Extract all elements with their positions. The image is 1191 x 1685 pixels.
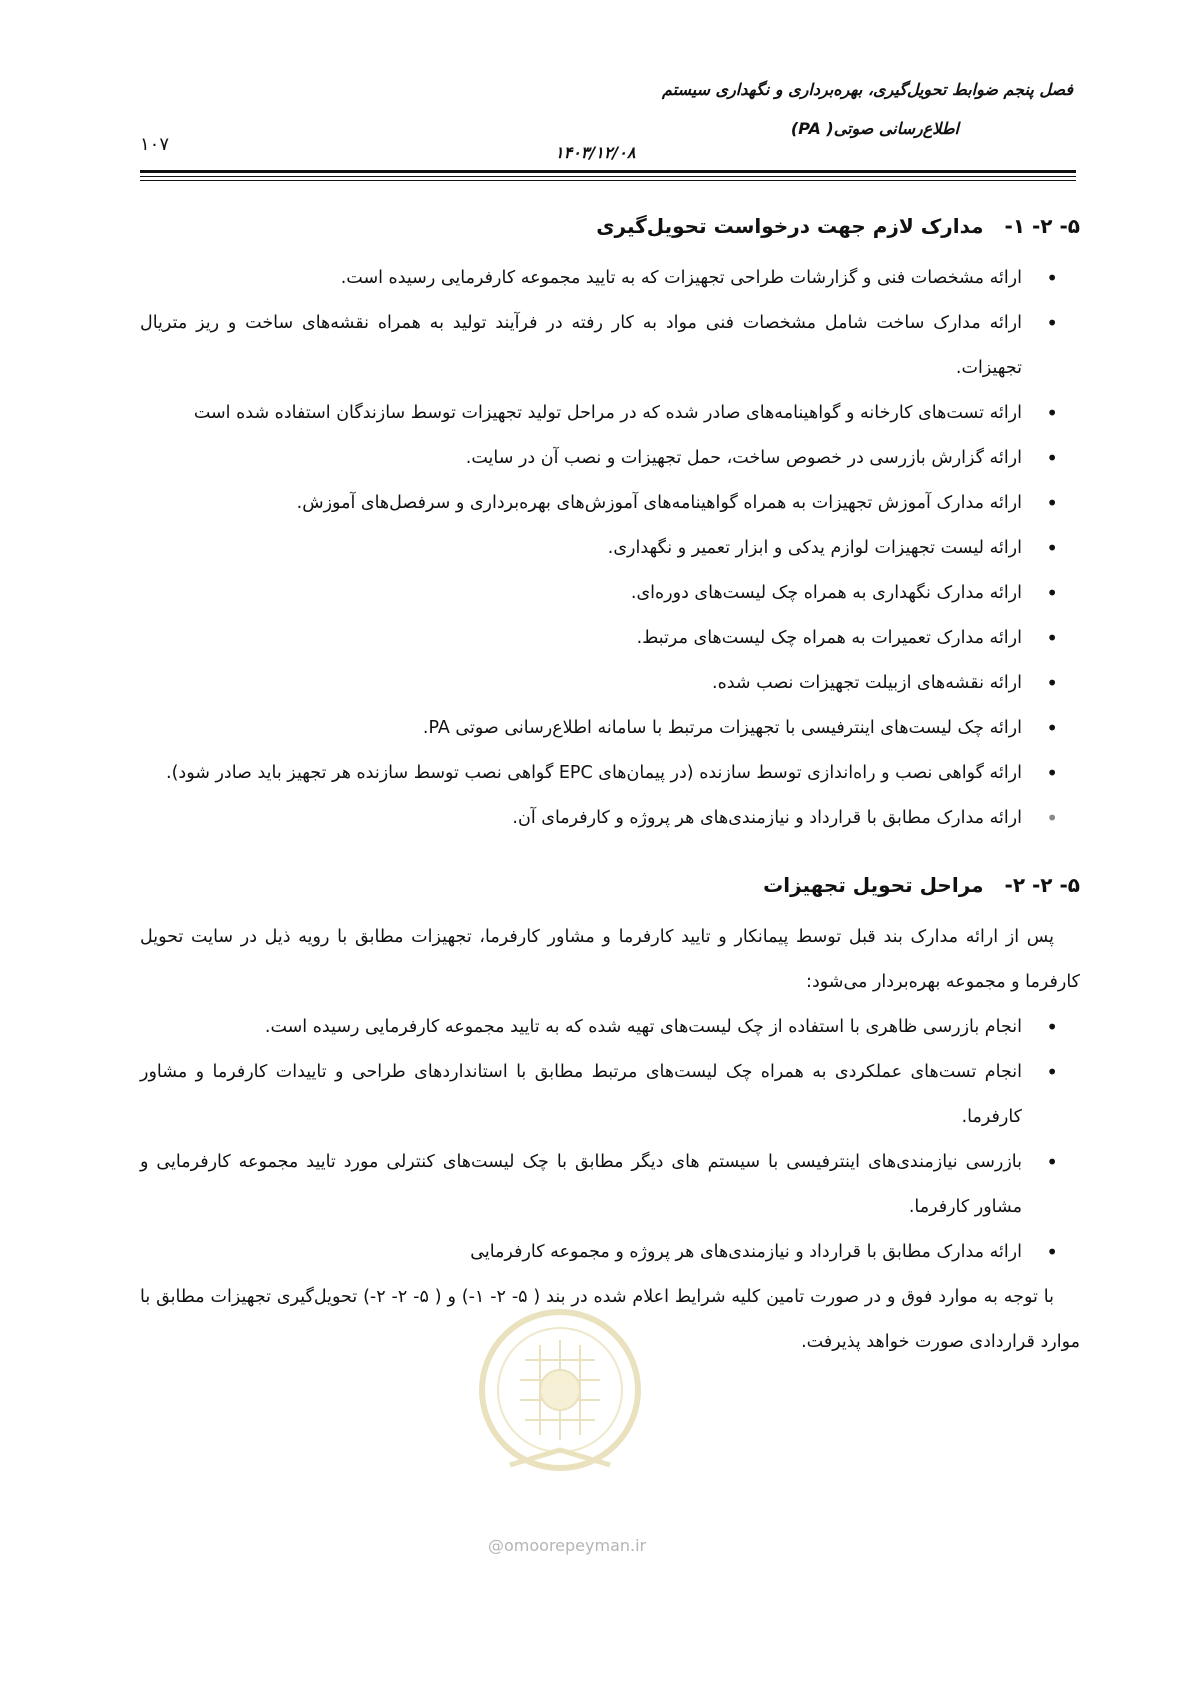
document-date: ۱۴۰۳/۱۲/۰۸ [555,143,636,162]
list-item: • ارائه تست‌های کارخانه و گواهینامه‌های صادر شده که در مراحل تولید تجهیزات توسط سازندگان استفاده شده است [140,391,1080,436]
section-intro-paragraph: پس از ارائه مدارک بند قبل توسط پیمانکار و تایید کارفرما و مشاور کارفرما، تجهیزات مطابق با رویه ذیل در سایت تحویل کارفرما و مجموعه بهره‌بردار می‌شود: [140,927,1080,992]
section-number: ۵- ۲- ۲- [1004,873,1080,897]
section-heading-2 [140,869,1080,901]
list-item: • ارائه مدارک آموزش تجهیزات به همراه گواهینامه‌های آموزش‌های بهره‌برداری و سرفصل‌های آموزش. [140,481,1080,526]
list-item: • بازرسی نیازمندی‌های اینترفیسی با سیستم های دیگر مطابق با چک لیست‌های کنترلی مورد تایید مجموعه کارفرمایی و مشاور کارفرما. [140,1140,1080,1230]
list-item: • ارائه مدارک نگهداری به همراه چک لیست‌های دوره‌ای. [140,571,1080,616]
watermark-seal-icon [470,1300,650,1500]
list-item: • ارائه چک لیست‌های اینترفیسی با تجهیزات مرتبط با سامانه اطلاع‌رسانی صوتی PA. [140,706,1080,751]
list-item: • ارائه گواهی نصب و راه‌اندازی توسط سازنده (در پیمان‌های EPC گواهی نصب توسط سازنده هر تجهیز باید صادر شود). [140,751,1080,796]
watermark-url: @omoorepeyman.ir [488,1536,647,1555]
main-content [140,210,1080,1365]
section-title: مراحل تحویل تجهیزات [763,873,984,897]
chapter-title: فصل پنجم ضوابط تحویل‌گیری، بهره‌برداری و نگهداری سیستم [661,80,1073,99]
section-title: مدارک لازم جهت درخواست تحویل‌گیری [596,214,984,238]
header-rule-thin-2 [140,180,1076,181]
delivery-steps-list [140,1005,1080,1275]
list-item: • ارائه مدارک ساخت شامل مشخصات فنی مواد به کار رفته در فرآیند تولید به همراه نقشه‌های ساخت و ریز متریال تجهیزات. [140,301,1080,391]
header-rule-thin [140,176,1076,177]
list-item: • ارائه نقشه‌های ازبیلت تجهیزات نصب شده. [140,661,1080,706]
page-number: ۱۰۷ [140,134,170,155]
closing-paragraph: با توجه به موارد فوق و در صورت تامین کلیه شرایط اعلام شده در بند ( ۵- ۲- ۱-) و ( ۵- ۲- ۲-) تحویل‌گیری تجهیزات مطابق با موارد قراردادی صورت خواهد پذیرفت. [140,1287,1080,1352]
list-item: • ارائه مدارک تعمیرات به همراه چک لیست‌های مرتبط. [140,616,1080,661]
header-rule-thick [140,170,1076,173]
list-item: • انجام تست‌های عملکردی به همراه چک لیست‌های مرتبط مطابق با استانداردهای طراحی و تاییدات کارفرما و مشاور کارفرما. [140,1050,1080,1140]
document-subtitle: اطلاع‌رسانی صوتی( PA) [790,119,959,138]
list-item: • ارائه مدارک مطابق با قرارداد و نیازمندی‌های هر پروژه و کارفرمای آن. [140,796,1080,841]
list-item: • ارائه گزارش بازرسی در خصوص ساخت، حمل تجهیزات و نصب آن در سایت. [140,436,1080,481]
list-item: • انجام بازرسی ظاهری با استفاده از چک لیست‌های تهیه شده که به تایید مجموعه کارفرمایی رسیده است. [140,1005,1080,1050]
list-item: • ارائه لیست تجهیزات لوازم یدکی و ابزار تعمیر و نگهداری. [140,526,1080,571]
list-item: • ارائه مدارک مطابق با قرارداد و نیازمندی‌های هر پروژه و مجموعه کارفرمایی [140,1230,1080,1275]
requirements-list [140,256,1080,841]
section-number: ۵- ۲- ۱- [1004,214,1080,238]
list-item: • ارائه مشخصات فنی و گزارشات طراحی تجهیزات که به تایید مجموعه کارفرمایی رسیده است. [140,256,1080,301]
section-heading-1 [140,210,1080,242]
